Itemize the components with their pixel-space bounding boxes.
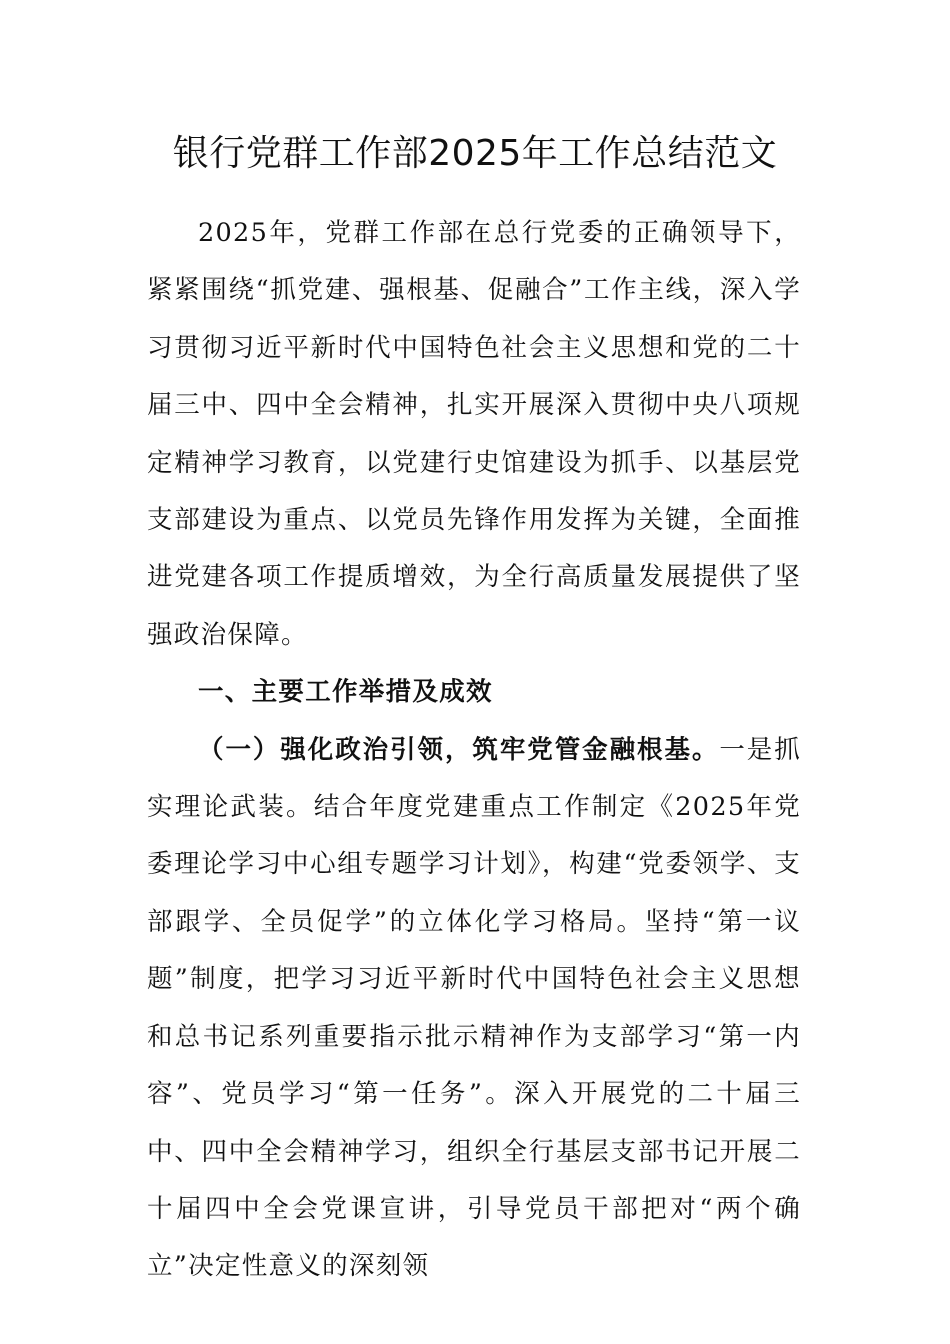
intro-paragraph: 2025年，党群工作部在总行党委的正确领导下，紧紧围绕“抓党建、强根基、促融合”工作主线，深入学习贯彻习近平新时代中国特色社会主义思想和党的二十届三中、四中全会精神，扎实开展深入贯彻中央八项规定精神学习教育，以党建行史馆建设为抓手、以基层党支部建设为重点、以党员先锋作用发挥为关键，全面推进党建各项工作提质增效，为全行高质量发展提供了坚强政治保障。 <box>147 218 801 650</box>
document-body <box>147 205 801 1296</box>
subsection-lead: （一）强化政治引领，筑牢党管金融根基。 <box>198 734 720 765</box>
subsection-paragraph <box>147 722 801 1296</box>
document-title: 银行党群工作部2025年工作总结范文 <box>172 133 778 174</box>
section-heading: 一、主要工作举措及成效 <box>198 677 493 708</box>
subsection-body: 一是抓实理论武装。结合年度党建重点工作制定《2025年党委理论学习中心组专题学习计划》，构建“党委领学、支部跟学、全员促学”的立体化学习格局。坚持“第一议题”制度，把学习习近平新时代中国特色社会主义思想和总书记系列重要指示批示精神作为支部学习“第一内容”、党员学习“第一任务”。深入开展党的二十届三中、四中全会精神学习，组织全行基层支部书记开展二十届四中全会党课宣讲，引导党员干部把对“两个确立”决定性意义的深刻领 <box>147 734 802 1282</box>
